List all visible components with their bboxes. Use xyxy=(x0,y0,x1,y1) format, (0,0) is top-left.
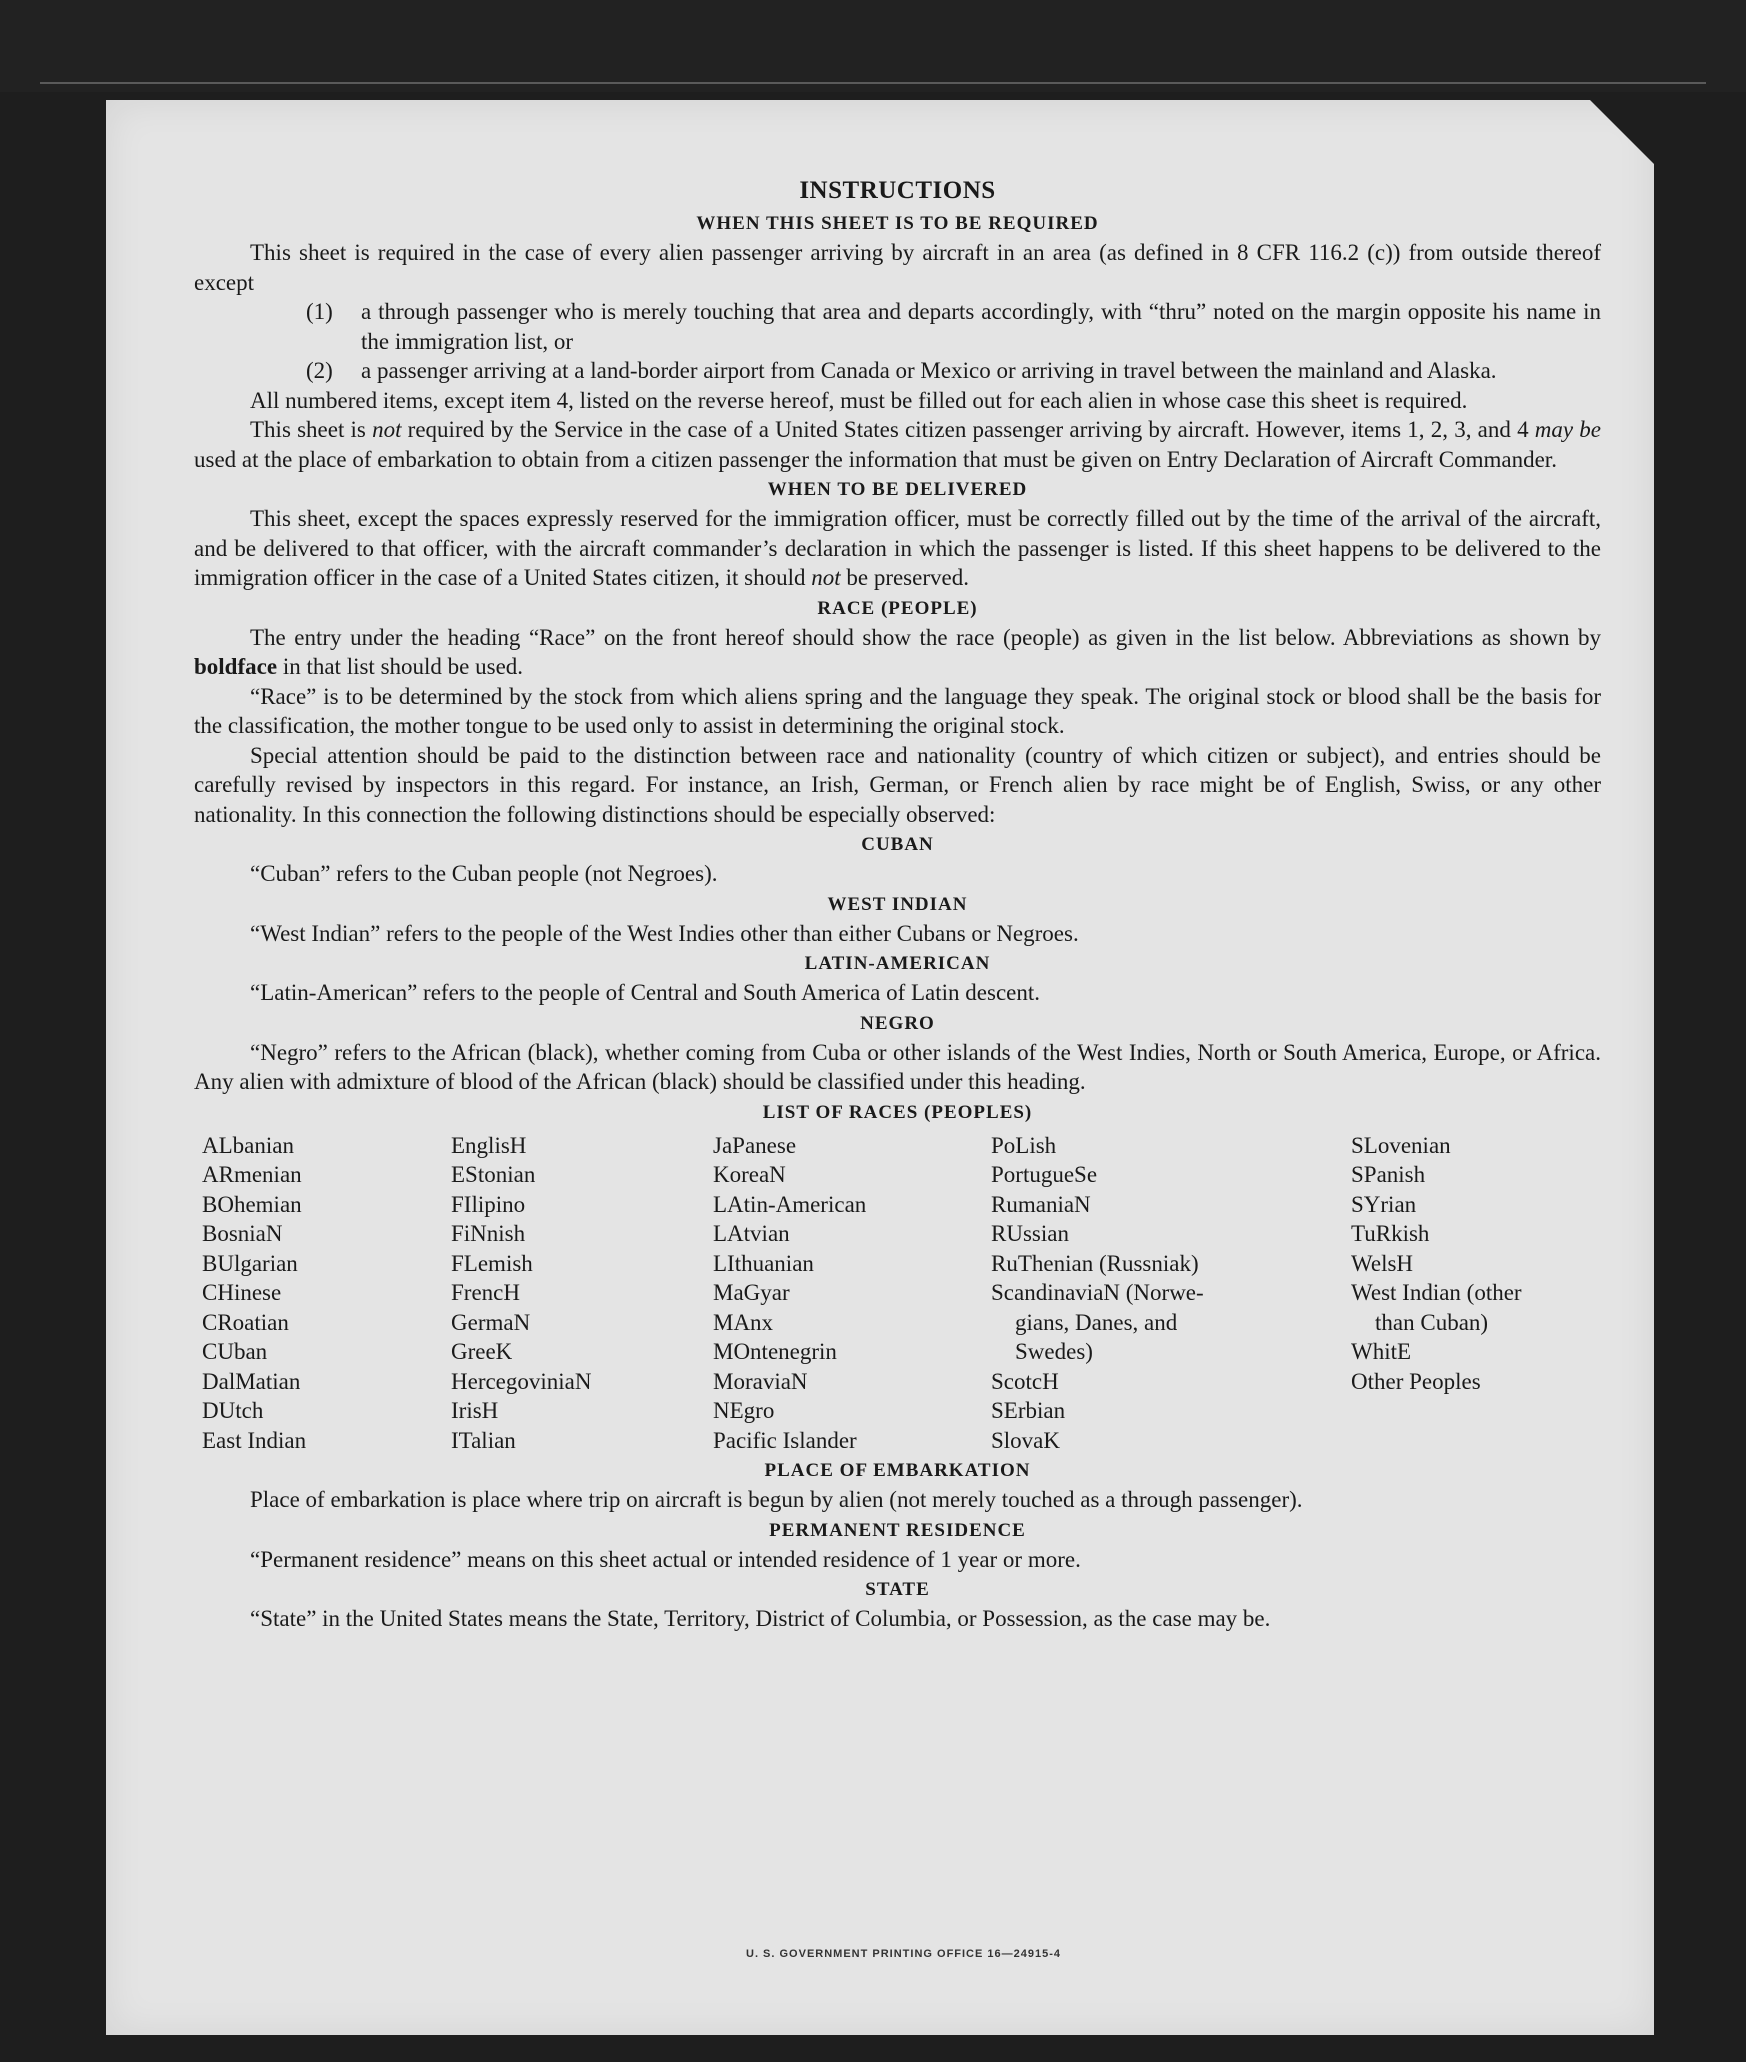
race-item: SPanish xyxy=(1351,1162,1426,1187)
race-item: EnglisH xyxy=(451,1132,527,1158)
race-item: RumaniaN xyxy=(991,1191,1091,1217)
race-para2: “Race” is to be determined by the stock from which aliens spring and the language they speak. The original stock or blood shall be the basis for the classification, the mother tongue to be used only to assist in determining the original stock. xyxy=(194,683,1601,738)
heading-negro: NEGRO xyxy=(860,1012,935,1034)
heading-cuban: CUBAN xyxy=(861,834,934,855)
race-item: Other Peoples xyxy=(1351,1368,1481,1394)
race-item: MAnx xyxy=(713,1309,774,1335)
race-item: SlovaK xyxy=(991,1427,1060,1453)
race-para3: Special attention should be paid to the distinction between race and nationality (country of which citizen or subject), and entries should be carefully revised by inspectors in this regard. For instance, an Irish, German, or French alien by race might be of English, Swiss, or any other nationality. In this connection the following distinctions should be especially observed: xyxy=(194,742,1601,827)
scan-border xyxy=(0,0,1746,92)
when-delivered-text: This sheet, except the spaces expressly reserved for the immigration officer, must be correctly filled out by the time of the arrival of the aircraft, and be delivered to that officer, with the aircraft commander’s declaration in which the passenger is listed. If this sheet happens to be delivered to the immigration officer in the case of a United States citizen, it should not be preserved. xyxy=(194,506,1601,590)
race-item: HercegoviniaN xyxy=(451,1368,592,1394)
race-item: FiNnish xyxy=(451,1221,526,1246)
negro-text: “Negro” refers to the African (black), whether coming from Cuba or other islands of the West Indies, North or South America, Europe, or Africa. Any alien with admixture of blood of the African (black) should be classified under this heading. xyxy=(194,1039,1601,1094)
latin-american-text: “Latin-American” refers to the people of Central and South America of Latin descent. xyxy=(250,980,1040,1005)
race-item: BOhemian xyxy=(202,1191,302,1217)
page-title: INSTRUCTIONS xyxy=(799,177,996,204)
race-item: Pacific Islander xyxy=(713,1427,857,1453)
folded-corner xyxy=(1590,100,1654,164)
race-item: TuRkish xyxy=(1351,1221,1430,1246)
race-item: FIlipino xyxy=(451,1191,526,1217)
race-column-4 xyxy=(991,1131,1351,1456)
race-item: NEgro xyxy=(713,1398,775,1423)
west-indian-text: “West Indian” refers to the people of the West Indies other than either Cubans or Negroes. xyxy=(250,920,1079,946)
race-item: RuThenian (Russniak) xyxy=(991,1250,1199,1276)
race-item: EStonian xyxy=(451,1162,536,1187)
race-item: ITalian xyxy=(451,1427,516,1453)
race-item: FLemish xyxy=(451,1250,533,1276)
race-item: than Cuban) xyxy=(1375,1309,1489,1335)
heading-race: RACE (PEOPLE) xyxy=(817,597,978,619)
race-item: DalMatian xyxy=(202,1368,301,1394)
heading-when-required: WHEN THIS SHEET IS TO BE REQUIRED xyxy=(696,213,1099,234)
race-item: SYrian xyxy=(1351,1191,1417,1217)
race-item: WelsH xyxy=(1351,1250,1414,1276)
printing-office-footer: U. S. GOVERNMENT PRINTING OFFICE 16—24915-4 xyxy=(746,1948,1062,1960)
race-item: PoLish xyxy=(991,1132,1057,1158)
race-item: ScandinaviaN (Norwe- xyxy=(991,1280,1204,1305)
race-list xyxy=(194,1131,1601,1456)
residence-text: “Permanent residence” means on this sheet actual or intended residence of 1 year or more. xyxy=(250,1546,1081,1572)
race-item: ScotcH xyxy=(991,1368,1059,1394)
race-item: MOntenegrin xyxy=(713,1339,837,1364)
race-item: gians, Danes, and xyxy=(1015,1309,1178,1335)
race-item: JaPanese xyxy=(713,1132,797,1158)
when-required-para2: All numbered items, except item 4, listed on the reverse hereof, must be filled out for each alien in whose case this sheet is required. xyxy=(250,387,1468,413)
heading-when-delivered: WHEN TO BE DELIVERED xyxy=(767,479,1028,500)
race-column-3 xyxy=(713,1131,991,1456)
heading-permanent-residence: PERMANENT RESIDENCE xyxy=(769,1519,1026,1541)
race-item: DUtch xyxy=(202,1398,264,1423)
race-column-5 xyxy=(1351,1131,1609,1456)
cuban-text: “Cuban” refers to the Cuban people (not Negroes). xyxy=(250,861,718,886)
race-item: CHinese xyxy=(202,1280,282,1305)
race-item: Swedes) xyxy=(1015,1339,1093,1364)
race-item: PortugueSe xyxy=(991,1162,1098,1187)
document-sheet xyxy=(106,100,1654,2035)
race-item: BUlgarian xyxy=(202,1250,298,1276)
race-item: IrisH xyxy=(451,1398,499,1423)
race-item: CUban xyxy=(202,1339,268,1364)
race-item: ALbanian xyxy=(202,1132,294,1158)
numbered-item-1: (1) a through passenger who is merely touching that area and departs accordingly, with “thru” noted on the margin opposite his name in the immigration list, or xyxy=(306,299,1601,354)
race-item: CRoatian xyxy=(202,1309,289,1335)
race-item: East Indian xyxy=(202,1427,307,1453)
race-item: LAtin-American xyxy=(713,1191,867,1217)
race-item: FrencH xyxy=(451,1280,520,1305)
heading-list-of-races: LIST OF RACES (PEOPLES) xyxy=(762,1101,1033,1123)
race-item: KoreaN xyxy=(713,1162,786,1187)
race-item: ARmenian xyxy=(202,1162,302,1187)
race-item: SErbian xyxy=(991,1398,1066,1423)
race-item: SLovenian xyxy=(1351,1132,1451,1158)
race-column-1 xyxy=(202,1131,451,1456)
race-item: GreeK xyxy=(451,1339,513,1364)
when-required-intro: This sheet is required in the case of every alien passenger arriving by aircraft in an area (as defined in 8 CFR 116.2 (c)) from outside thereof except xyxy=(194,240,1601,295)
instructions-content xyxy=(194,176,1601,1634)
embarkation-text: Place of embarkation is place where trip on aircraft is begun by alien (not merely touched as a through passenger). xyxy=(250,1487,1303,1512)
state-text: “State” in the United States means the State, Territory, District of Columbia, or Possession, as the case may be. xyxy=(250,1606,1271,1631)
race-item: BosniaN xyxy=(202,1221,283,1246)
heading-embarkation: PLACE OF EMBARKATION xyxy=(764,1460,1031,1481)
heading-latin-american: LATIN-AMERICAN xyxy=(804,953,991,974)
heading-state: STATE xyxy=(865,1579,930,1600)
race-item: LIthuanian xyxy=(713,1250,814,1276)
race-item: MoraviaN xyxy=(713,1368,808,1394)
race-para1: The entry under the heading “Race” on the front hereof should show the race (people) as given in the list below. Abbreviations as shown by boldface in that list should be used. xyxy=(194,624,1601,679)
race-item: RUssian xyxy=(991,1221,1069,1246)
race-item: WhitE xyxy=(1351,1339,1412,1364)
numbered-item-2: (2) a passenger arriving at a land-border airport from Canada or Mexico or arriving in travel between the mainland and Alaska. xyxy=(306,358,1497,383)
race-column-2 xyxy=(451,1131,713,1456)
heading-west-indian: WEST INDIAN xyxy=(827,893,968,915)
race-item: MaGyar xyxy=(713,1280,790,1305)
when-required-para3: This sheet is not required by the Service in the case of a United States citizen passenger arriving by aircraft. However, items 1, 2, 3, and 4 may be used at the place of embarkation to obtain from a citizen passenger the information that must be given on Entry Declaration of Aircraft Commander. xyxy=(194,417,1601,472)
race-item: GermaN xyxy=(451,1309,531,1335)
race-item: LAtvian xyxy=(713,1221,790,1246)
race-item: West Indian (other xyxy=(1351,1280,1522,1305)
